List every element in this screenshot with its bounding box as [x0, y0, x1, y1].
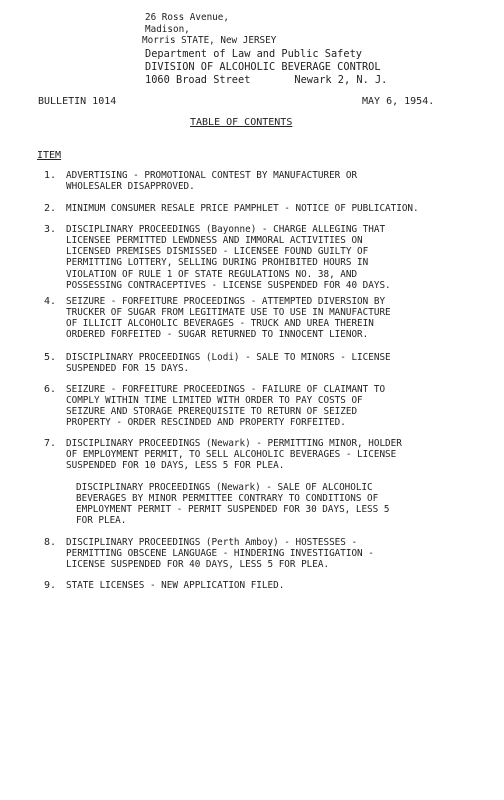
toc-entry-8 [22, 537, 478, 570]
toc-entry-6 [22, 384, 478, 429]
toc-entry-2 [22, 203, 478, 215]
street-address: 1060 Broad Street [145, 73, 251, 86]
entry-number: 6. [43, 384, 56, 395]
entry-text: ADVERTISING - PROMOTIONAL CONTEST BY MANUFACTURER OR WHOLESALER DISAPPROVED. [66, 170, 358, 193]
city-address: Newark 2, N. J. [294, 73, 388, 86]
address-block [142, 12, 475, 86]
item-heading: ITEM [37, 150, 62, 161]
entry-number: 5. [43, 352, 56, 363]
street-line [145, 74, 475, 87]
entry-number: 3. [43, 224, 56, 235]
department-name: Department of Law and Public Safety [145, 47, 362, 60]
toc-title: TABLE OF CONTENTS [190, 117, 293, 128]
entry-number: 8. [43, 537, 56, 548]
toc-entry-7-sub: DISCIPLINARY PROCEEDINGS (Newark) - SALE OF ALCOHOLIC BEVERAGES BY MINOR PERMITTEE CONTRARY TO CONDITIONS OF EMPLOYMENT PERMIT - PERMIT SUSPENDED FOR 30 DAYS, LESS 5 FOR PLEA. [76, 482, 390, 527]
address-line-1: 26 Ross Avenue, [145, 12, 229, 23]
entry-text: MINIMUM CONSUMER RESALE PRICE PAMPHLET - NOTICE OF PUBLICATION. [66, 203, 419, 214]
entry-text: DISCIPLINARY PROCEEDINGS (Lodi) - SALE TO MINORS - LICENSE SUSPENDED FOR 15 DAYS. [66, 352, 391, 375]
toc-entry-7 [22, 438, 478, 471]
entry-text: SEIZURE - FORFEITURE PROCEEDINGS - ATTEMPTED DIVERSION BY TRUCKER OF SUGAR FROM LEGITIMATE USE TO USE IN MANUFACTURE OF ILLICIT ALCOHOLIC BEVERAGES - TRUCK AND UREA THEREIN ORDERED FORFEITED - SUGAR RETURNED TO INNOCENT LIENOR. [66, 296, 391, 341]
address-line-3: Morris STATE, New JERSEY [142, 35, 277, 47]
entry-number: 4. [43, 296, 56, 307]
entry-text: DISCIPLINARY PROCEEDINGS (Bayonne) - CHARGE ALLEGING THAT LICENSEE PERMITTED LEWDNESS AND IMMORAL ACTIVITIES ON LICENSED PREMISES DISMISSED - LICENSEE FOUND GUILTY OF PERMITTING LOTTERY, SELLING DURING PROHIBITED HOURS IN VIOLATION OF RULE 1 OF STATE REGULATIONS NO. 38, AND POSSESSING CONTRACEPTIVES - LICENSE SUSPENDED FOR 40 DAYS. [66, 224, 391, 291]
division-name: DIVISION OF ALCOHOLIC BEVERAGE CONTROL [145, 60, 381, 73]
entry-text: STATE LICENSES - NEW APPLICATION FILED. [66, 580, 285, 591]
entry-text: DISCIPLINARY PROCEEDINGS (Newark) - PERMITTING MINOR, HOLDER OF EMPLOYMENT PERMIT, TO SELL ALCOHOLIC BEVERAGES - LICENSE SUSPENDED FOR 10 DAYS, LESS 5 FOR PLEA. [66, 438, 402, 472]
entry-number: 9. [43, 580, 56, 591]
entry-text: DISCIPLINARY PROCEEDINGS (Perth Amboy) - HOSTESSES - PERMITTING OBSCENE LANGUAGE - HINDERING INVESTIGATION - LICENSE SUSPENDED FOR 40 DAYS, LESS 5 FOR PLEA. [66, 537, 374, 571]
toc-entry-4 [22, 296, 478, 341]
entry-number: 1. [43, 170, 56, 181]
entry-text: SEIZURE - FORFEITURE PROCEEDINGS - FAILURE OF CLAIMANT TO COMPLY WITHIN TIME LIMITED WITH ORDER TO PAY COSTS OF SEIZURE AND STORAGE PREREQUISITE TO RETURN OF SEIZED PROPERTY - ORDER RESCINDED AND PROPERTY FORFEITED. [66, 384, 386, 429]
toc-entry-5 [22, 352, 478, 374]
bulletin-number: BULLETIN 1014 [38, 96, 117, 107]
toc-entry-1 [22, 170, 478, 192]
address-line-2: Madison, [145, 23, 190, 35]
entry-number: 7. [43, 438, 56, 449]
entry-number: 2. [43, 203, 56, 214]
toc-entry-9 [22, 580, 478, 592]
toc-entry-3 [22, 224, 478, 291]
bulletin-date: MAY 6, 1954. [362, 96, 435, 107]
